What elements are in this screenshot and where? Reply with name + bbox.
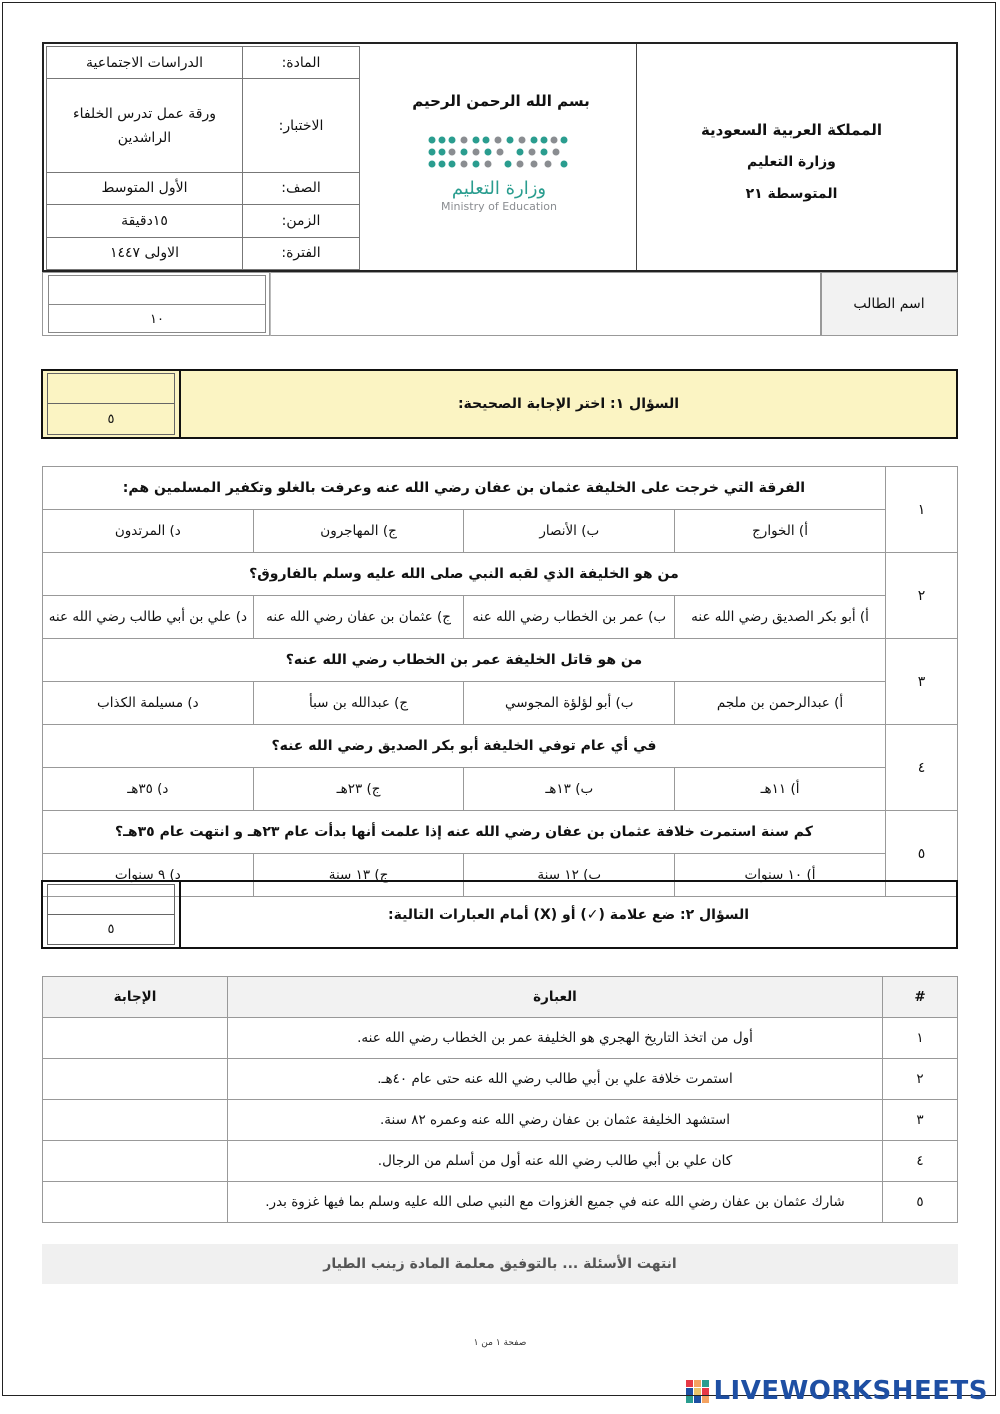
student-name-field[interactable] xyxy=(270,272,822,336)
liveworksheets-logo-icon xyxy=(686,1380,709,1403)
option-a[interactable]: أ) عبدالرحمن بن ملجم xyxy=(675,682,886,725)
option-a[interactable]: أ) أبو بكر الصديق رضي الله عنه xyxy=(675,596,886,639)
total-score-input[interactable] xyxy=(49,276,265,305)
page-number: صفحة ١ من ١ xyxy=(473,1338,527,1348)
option-b[interactable]: ب) ١٢ سنة xyxy=(464,854,675,897)
total-score-box xyxy=(42,272,270,336)
question2-score-box xyxy=(47,884,175,945)
answer-cell[interactable] xyxy=(43,1141,228,1182)
option-c[interactable]: ج) المهاجرون xyxy=(253,510,464,553)
mcq-table xyxy=(42,466,958,897)
school-name: المتوسطة ٢١ xyxy=(745,186,838,202)
info-row xyxy=(47,172,360,204)
info-label: الصف: xyxy=(243,172,360,204)
row-number: ٢ xyxy=(883,1059,958,1100)
option-b[interactable]: ب) عمر بن الخطاب رضي الله عنه xyxy=(464,596,675,639)
ministry-logo-icon xyxy=(424,132,574,214)
info-value: ورقة عمل تدرس الخلفاء الراشدين xyxy=(47,79,243,172)
table-row xyxy=(43,1018,958,1059)
row-number: ٥ xyxy=(883,1182,958,1223)
question1-score-input[interactable] xyxy=(48,374,174,404)
question1-banner xyxy=(41,369,958,439)
kingdom-name: المملكة العربية السعودية xyxy=(700,121,882,139)
closing-note: انتهت الأسئلة ... بالتوفيق معلمة المادة زينب الطيار xyxy=(42,1244,958,1284)
header-right xyxy=(636,44,956,270)
option-b[interactable]: ب) أبو لؤلؤة المجوسي xyxy=(464,682,675,725)
option-b[interactable]: ب) الأنصار xyxy=(464,510,675,553)
student-row xyxy=(42,272,958,338)
statement-text: شارك عثمان بن عفان رضي الله عنه في جميع الغزوات مع النبي صلى الله عليه وسلم بما فيها غزوة بدر. xyxy=(228,1182,883,1223)
table-row xyxy=(43,1059,958,1100)
question-number: ٥ xyxy=(885,811,957,897)
question-number: ٣ xyxy=(885,639,957,725)
true-false-table xyxy=(42,976,958,1223)
info-label: الاختبار: xyxy=(243,79,360,172)
logo-arabic: وزارة التعليم xyxy=(451,178,547,199)
info-row xyxy=(47,47,360,79)
liveworksheets-brand xyxy=(686,1376,988,1406)
option-a[interactable]: أ) ١٠ سنوات xyxy=(675,854,886,897)
question-text: الفرقة التي خرجت على الخليفة عثمان بن عفان رضي الله عنه وعرفت بالغلو وتكفير المسلمين هم: xyxy=(43,467,886,510)
statement-text: استشهد الخليفة عثمان بن عفان رضي الله عنه وعمره ٨٢ سنة. xyxy=(228,1100,883,1141)
question-text: من هو قاتل الخليفة عمر بن الخطاب رضي الله عنه؟ xyxy=(43,639,886,682)
row-number: ١ xyxy=(883,1018,958,1059)
question-number: ٢ xyxy=(885,553,957,639)
question-number: ٤ xyxy=(885,725,957,811)
info-label: الزمن: xyxy=(243,205,360,237)
info-value: ١٥دقيقة xyxy=(47,205,243,237)
ministry-name: وزارة التعليم xyxy=(747,154,836,170)
column-header-number: # xyxy=(883,977,958,1018)
question-text: من هو الخليفة الذي لقبه النبي صلى الله عليه وسلم بالفاروق؟ xyxy=(43,553,886,596)
answer-cell[interactable] xyxy=(43,1182,228,1223)
info-value: الدراسات الاجتماعية xyxy=(47,47,243,79)
liveworksheets-wordmark: LIVEWORKSHEETS xyxy=(713,1376,988,1406)
question-text: في أي عام توفي الخليفة أبو بكر الصديق رضي الله عنه؟ xyxy=(43,725,886,768)
table-row xyxy=(43,1100,958,1141)
row-number: ٣ xyxy=(883,1100,958,1141)
total-score-max: ١٠ xyxy=(150,312,164,327)
table-row xyxy=(43,1141,958,1182)
kingdom-block xyxy=(701,114,882,210)
answer-cell[interactable] xyxy=(43,1059,228,1100)
table-row xyxy=(43,1182,958,1223)
option-c[interactable]: ج) عبدالله بن سبأ xyxy=(253,682,464,725)
option-d[interactable]: د) مسيلمة الكذاب xyxy=(43,682,254,725)
info-label: المادة: xyxy=(243,47,360,79)
question2-score-input[interactable] xyxy=(48,885,174,915)
logo-english: Ministry of Education xyxy=(440,200,558,213)
answer-cell[interactable] xyxy=(43,1018,228,1059)
question1-score-max: ٥ xyxy=(107,411,115,427)
question2-banner xyxy=(41,880,958,949)
column-header-statement: العبارة xyxy=(228,977,883,1018)
option-d[interactable]: د) علي بن أبي طالب رضي الله عنه xyxy=(43,596,254,639)
info-row xyxy=(47,79,360,172)
question1-score-box xyxy=(47,373,175,435)
student-name-label: اسم الطالب xyxy=(820,272,958,336)
exam-info-table xyxy=(46,46,362,270)
option-a[interactable]: أ) ١١هـ xyxy=(675,768,886,811)
option-c[interactable]: ج) ١٣ سنة xyxy=(253,854,464,897)
info-label: الفترة: xyxy=(243,237,360,269)
exam-header xyxy=(42,42,958,272)
option-d[interactable]: د) ٣٥هـ xyxy=(43,768,254,811)
statement-text: أول من اتخذ التاريخ الهجري هو الخليفة عمر بن الخطاب رضي الله عنه. xyxy=(228,1018,883,1059)
question2-title: السؤال ٢: ضع علامة (✓) أو (X) أمام العبارات التالية: xyxy=(179,882,956,947)
question-number: ١ xyxy=(885,467,957,553)
info-value: الاولى ١٤٤٧ xyxy=(47,237,243,269)
question1-title: السؤال ١: اختر الإجابة الصحيحة: xyxy=(179,371,956,437)
option-c[interactable]: ج) عثمان بن عفان رضي الله عنه xyxy=(253,596,464,639)
question2-score-max: ٥ xyxy=(107,921,115,937)
row-number: ٤ xyxy=(883,1141,958,1182)
header-center xyxy=(364,44,638,270)
option-c[interactable]: ج) ٢٣هـ xyxy=(253,768,464,811)
statement-text: استمرت خلافة علي بن أبي طالب رضي الله عنه حتى عام ٤٠هـ. xyxy=(228,1059,883,1100)
info-row xyxy=(47,237,360,269)
answer-cell[interactable] xyxy=(43,1100,228,1141)
option-d[interactable]: د) ٩ سنوات xyxy=(43,854,254,897)
statement-text: كان علي بن أبي طالب رضي الله عنه أول من أسلم من الرجال. xyxy=(228,1141,883,1182)
option-b[interactable]: ب) ١٣هـ xyxy=(464,768,675,811)
question-text: كم سنة استمرت خلافة عثمان بن عفان رضي الله عنه إذا علمت أنها بدأت عام ٢٣هـ و انتهت عام ٣٥هـ؟ xyxy=(43,811,886,854)
option-d[interactable]: د) المرتدون xyxy=(43,510,254,553)
column-header-answer: الإجابة xyxy=(43,977,228,1018)
info-value: الأول المتوسط xyxy=(47,172,243,204)
info-row xyxy=(47,205,360,237)
basmala: بسم الله الرحمن الرحيم xyxy=(412,92,590,110)
option-a[interactable]: أ) الخوارج xyxy=(675,510,886,553)
